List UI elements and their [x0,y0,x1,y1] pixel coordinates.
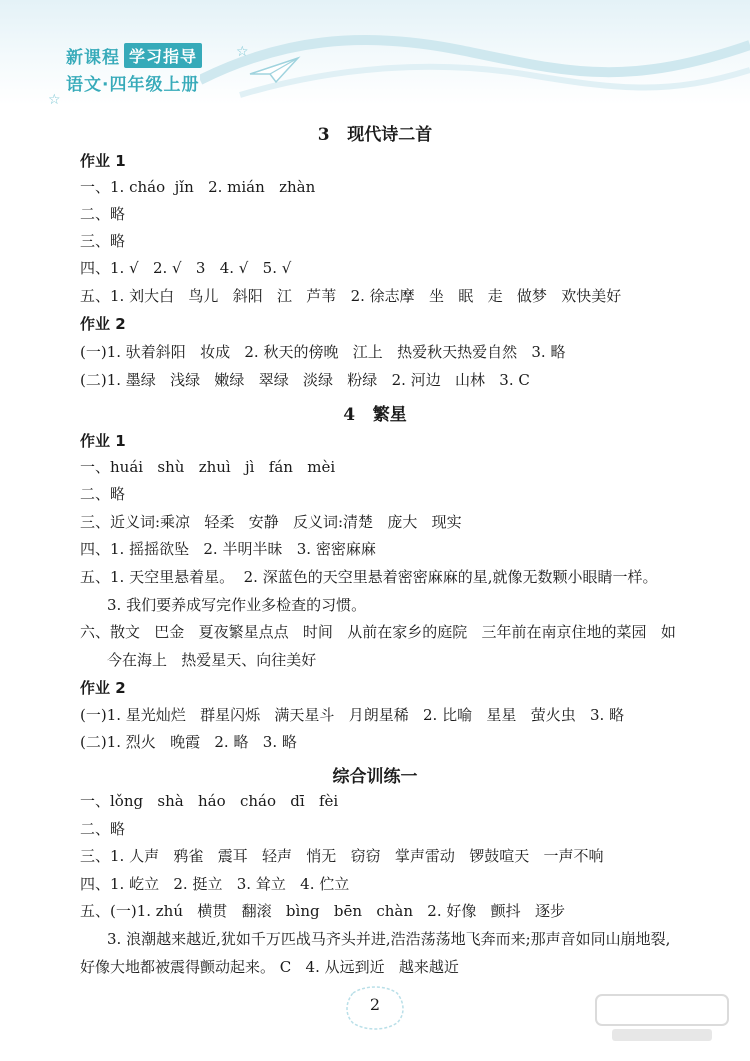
brand-main-text: 新课程 [66,47,120,68]
answer-line: 五、1. 刘大白 鸟儿 斜阳 江 芦苇 2. 徐志摩 坐 眠 走 做梦 欢快美好 [80,287,622,305]
star-icon: ☆ [236,44,249,60]
answer-line: (一)1. 星光灿烂 群星闪烁 满天星斗 月朗星稀 2. 比喻 星星 萤火虫 3. 略 [80,706,625,724]
answer-line: (一)1. 驮着斜阳 妆成 2. 秋天的傍晚 江上 热爱秋天热爱自然 3. 略 [80,343,566,361]
answer-line: 四、1. 摇摇欲坠 2. 半明半昧 3. 密密麻麻 [80,540,376,558]
answer-line: (二)1. 墨绿 浅绿 嫩绿 翠绿 淡绿 粉绿 2. 河边 山林 3. C [80,371,530,389]
answer-line: (二)1. 烈火 晚霞 2. 略 3. 略 [80,733,297,751]
homework-label: 作业 2 [80,679,126,697]
answer-line: 二、略 [80,485,126,503]
answer-line: 四、1. 屹立 2. 挺立 3. 耸立 4. 伫立 [80,875,350,893]
answer-line: 五、1. 天空里悬着星。 2. 深蓝色的天空里悬着密密麻麻的星,就像无数颗小眼睛一样。 [80,568,658,586]
answer-line: 一、1. cháo jǐn 2. mián zhàn [80,178,316,196]
homework-label: 作业 2 [80,315,126,333]
answer-line: 五、(一)1. zhú 横贯 翻滚 bìng bēn chàn 2. 好像 颤抖 逐步 [80,902,565,920]
answer-line: 一、lǒng shà háo cháo dī fèi [80,792,339,810]
star-icon: ☆ [48,92,61,108]
answer-line: 一、huái shù zhuì jì fán mèi [80,458,336,476]
homework-label: 作业 1 [80,432,126,450]
section-title: 4 繁星 [343,405,407,425]
brand-box-text: 学习指导 [124,43,202,68]
watermark-logo [592,987,732,1047]
homework-label: 作业 1 [80,152,126,170]
answer-line: 三、近义词:乘凉 轻柔 安静 反义词:清楚 庞大 现实 [80,513,462,531]
answer-line: 好像大地都被震得颤动起来。 C 4. 从远到近 越来越近 [80,958,459,976]
answer-line: 二、略 [80,205,126,223]
book-subtitle: 语文·四年级上册 [66,75,200,95]
answer-line: 六、散文 巴金 夏夜繁星点点 时间 从前在家乡的庭院 三年前在南京住地的菜园 如 [80,623,676,641]
section-title: 综合训练一 [332,767,418,787]
answer-line: 三、1. 人声 鸦雀 震耳 轻声 悄无 窃窃 掌声雷动 锣鼓喧天 一声不响 [80,847,604,865]
page-number: 2 [369,995,381,1014]
answer-line: 三、略 [80,232,126,250]
section-title: 3 现代诗二首 [317,125,433,145]
answer-line: 3. 我们要养成写完作业多检查的习惯。 [107,596,367,614]
answer-line: 四、1. √ 2. √ 3 4. √ 5. √ [80,259,292,277]
answer-line: 二、略 [80,820,126,838]
answer-line: 今在海上 热爱星天、向往美好 [107,651,317,669]
answer-line: 3. 浪潮越来越近,犹如千万匹战马齐头并进,浩浩荡荡地飞奔而来;那声音如同山崩地裂, [107,930,671,948]
